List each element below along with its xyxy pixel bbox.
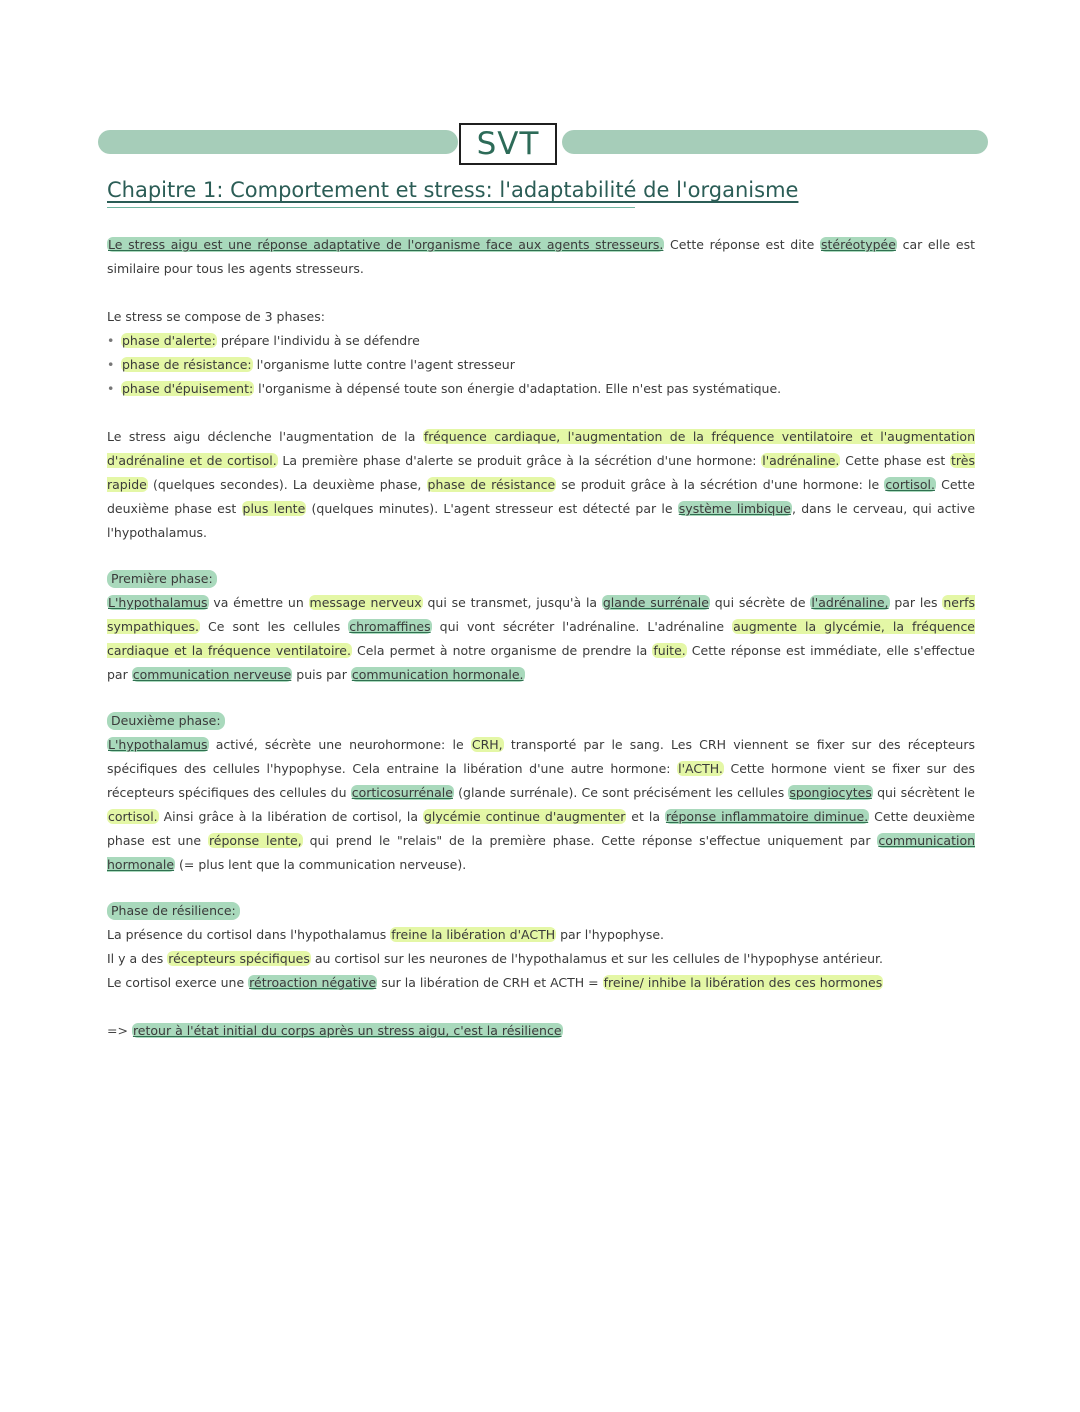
title-underline: [107, 207, 635, 208]
intro-paragraph: [107, 233, 975, 281]
text: transporté par le sang. Les CRH viennent se fixer sur des récepteurs spécifiques des cellules l'hypophyse. Cela entraine la libération d'une autre hormone:: [107, 737, 975, 776]
highlight: CRH,: [471, 737, 503, 752]
text: Cette deuxième phase est une: [107, 809, 975, 848]
text: l'organisme lutte contre l'agent stresseur: [252, 357, 515, 372]
text: Cette deuxième phase est: [107, 477, 975, 516]
section-label: Deuxième phase:: [107, 712, 225, 730]
text: Ce sont les cellules: [200, 619, 349, 634]
resilience-line: [107, 947, 975, 971]
text: qui sécrète de: [709, 595, 811, 610]
section-label: Première phase:: [107, 570, 217, 588]
list-item: [107, 377, 975, 401]
text: Cette réponse est immédiate, elle s'effectue par: [107, 643, 976, 682]
highlight: message nerveux: [309, 595, 422, 610]
highlight: système limbique: [678, 501, 791, 516]
highlight: phase de résistance: [427, 477, 556, 492]
text: (quelques minutes).: [306, 501, 439, 516]
highlight: retour à l'état initial du corps après un stress aigu, c'est la résilience: [132, 1023, 562, 1038]
text: , dans le cerveau, qui active l'hypothalamus.: [107, 501, 976, 540]
highlight: communication hormonale: [107, 833, 976, 872]
section-heading: [107, 567, 975, 591]
conclusion: [107, 1019, 975, 1043]
highlight: stéréotypée: [820, 237, 896, 252]
highlight: spongiocytes: [789, 785, 872, 800]
general-paragraph: [107, 425, 975, 545]
text: Il y a des: [107, 951, 168, 966]
phase1-paragraph: [107, 591, 975, 687]
text: qui se transmet, jusqu'à la: [422, 595, 602, 610]
highlight: l'adrénaline.: [762, 453, 840, 468]
highlight: cortisol.: [108, 809, 158, 824]
highlight: glycémie continue d'augmenter: [423, 809, 626, 824]
text: activé, sécrète une neurohormone: le: [208, 737, 471, 752]
highlight: rétroaction négative: [249, 975, 377, 990]
text: par l'hypophyse.: [556, 927, 665, 942]
text: au cortisol sur les neurones de l'hypothalamus et sur les cellules de l'hypophyse antérieur.: [310, 951, 884, 966]
section-heading: [107, 709, 975, 733]
highlight: Le stress aigu est une réponse adaptative de l'organisme face aux agents stresseurs.: [108, 237, 664, 252]
highlight: très rapide: [107, 453, 975, 492]
highlight: nerfs sympathiques.: [107, 595, 975, 634]
arrow-glyph: =>: [107, 1023, 128, 1038]
list-item: [107, 353, 975, 377]
highlight: l'ACTH.: [678, 761, 723, 776]
text: qui prend le "relais" de la première phase. Cette réponse s'effectue uniquement par: [302, 833, 878, 848]
highlight: freine la libération d'ACTH: [391, 927, 556, 942]
text: Cela permet à notre organisme de prendre la: [351, 643, 653, 658]
resilience-line: [107, 971, 975, 995]
highlight: phase d'épuisement:: [122, 381, 254, 396]
highlight: plus lente: [242, 501, 306, 516]
text: Cette phase est: [840, 453, 951, 468]
text: sur la libération de CRH et ACTH =: [377, 975, 603, 990]
text: Le stress aigu déclenche l'augmentation de la: [107, 429, 423, 444]
text: La présence du cortisol dans l'hypothalamus: [107, 927, 391, 942]
highlight: L'hypothalamus: [108, 595, 208, 610]
highlight: chromaffines: [349, 619, 431, 634]
phase2-paragraph: [107, 733, 975, 877]
text: par les: [889, 595, 943, 610]
text: va émettre un: [208, 595, 309, 610]
highlight: glande surrénale: [602, 595, 709, 610]
highlight: cortisol.: [885, 477, 935, 492]
highlight: fuite.: [653, 643, 686, 658]
text: (= plus lent que la communication nerveuse).: [175, 857, 467, 872]
text: Cette hormone vient se fixer sur des récepteurs spécifiques des cellules du: [107, 761, 976, 800]
highlight: réponse lente,: [208, 833, 302, 848]
text: car elle est similaire pour tous les agents stresseurs.: [107, 237, 975, 276]
text: prépare l'individu à se défendre: [216, 333, 420, 348]
phases-list: [107, 329, 975, 401]
text: Ainsi grâce à la libération de cortisol, la: [158, 809, 423, 824]
highlight: L'hypothalamus: [108, 737, 208, 752]
highlight: freine/ inhibe la libération des ces hormones: [603, 975, 883, 990]
highlight: augmente la glycémie, la fréquence cardiaque et la fréquence ventilatoire.: [107, 619, 976, 658]
list-item: [107, 329, 975, 353]
text: l'organisme à dépensé toute son énergie d'adaptation. Elle n'est pas systématique.: [254, 381, 782, 396]
subject-label: SVT: [476, 126, 540, 162]
highlight: l'adrénaline,: [811, 595, 889, 610]
highlight: fréquence cardiaque, l'augmentation de la fréquence ventilatoire et l'augmentation d'adrénaline et de cortisol.: [107, 429, 975, 468]
header-bar-left: [98, 130, 458, 154]
highlight: corticosurrénale: [351, 785, 453, 800]
text: Le cortisol exerce une: [107, 975, 249, 990]
text: La première phase d'alerte se produit grâce à la sécrétion d'une hormone:: [277, 453, 762, 468]
text: (glande surrénale). Ce sont précisément les cellules: [453, 785, 789, 800]
text: Cette réponse est dite: [664, 237, 820, 252]
note-content: [107, 233, 975, 1043]
text: (quelques secondes). La deuxième phase,: [147, 477, 427, 492]
highlight: phase de résistance:: [122, 357, 252, 372]
text: puis par: [292, 667, 351, 682]
text: L'agent stresseur est détecté par le: [438, 501, 678, 516]
text: qui vont sécréter l'adrénaline. L'adrénaline: [431, 619, 733, 634]
highlight: phase d'alerte:: [122, 333, 216, 348]
section-heading: [107, 899, 975, 923]
chapter-title: Chapitre 1: Comportement et stress: l'adaptabilité de l'organisme: [107, 178, 799, 202]
phases-intro: Le stress se compose de 3 phases:: [107, 309, 325, 324]
highlight: réponse inflammatoire diminue.: [665, 809, 869, 824]
text: et la: [626, 809, 665, 824]
header-bar-right: [562, 130, 988, 154]
subject-box: [459, 123, 557, 165]
highlight: communication nerveuse: [132, 667, 292, 682]
resilience-line: [107, 923, 975, 947]
text: se produit grâce à la sécrétion d'une hormone: le: [556, 477, 885, 492]
section-label: Phase de résilience:: [107, 902, 240, 920]
highlight: récepteurs spécifiques: [168, 951, 310, 966]
highlight: communication hormonale.: [351, 667, 524, 682]
text: qui sécrètent le: [872, 785, 975, 800]
